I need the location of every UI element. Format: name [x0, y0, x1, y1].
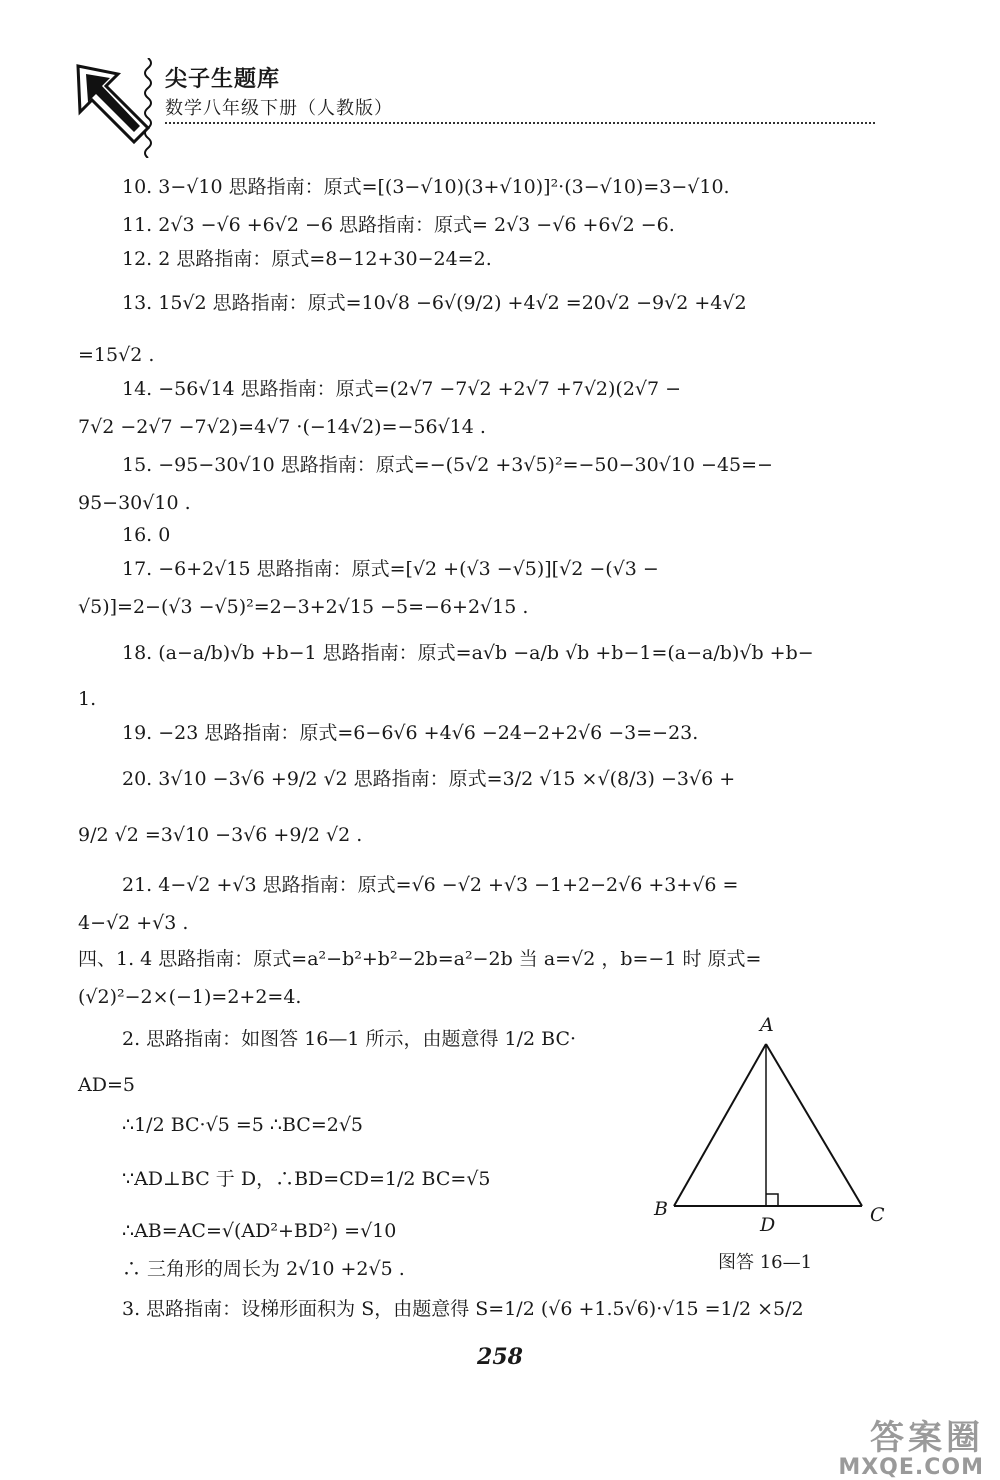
side-ab: [674, 1044, 766, 1206]
header-divider-wave: [140, 58, 156, 158]
answer-line: ∴ 三角形的周长为 2√10 +2√5 .: [122, 1258, 405, 1280]
answer-line: 9/2 √2 =3√10 −3√6 +9/2 √2 .: [78, 824, 363, 846]
answer-line: 18. (a−a/b)√b +b−1 思路指南：原式=a√b −a/b √b +b−1=(a−a/b)√b +b−: [122, 642, 814, 664]
answer-line: 1.: [78, 688, 97, 710]
vertex-label-d: D: [760, 1214, 776, 1236]
vertex-label-a: A: [760, 1014, 774, 1036]
answer-line: ∴1/2 BC·√5 =5 ∴BC=2√5: [122, 1114, 364, 1136]
answer-line: 12. 2 思路指南：原式=8−12+30−24=2.: [122, 248, 492, 270]
answer-line: 17. −6+2√15 思路指南：原式=[√2 +(√3 −√5)][√2 −(√3 −: [122, 558, 659, 580]
answer-line: =15√2 .: [78, 344, 155, 366]
answer-line: 10. 3−√10 思路指南：原式=[(3−√10)(3+√10)]²·(3−√10)=3−√10.: [122, 176, 730, 198]
answer-line: 16. 0: [122, 524, 171, 546]
answer-line: ∴AB=AC=√(AD²+BD²) =√10: [122, 1220, 397, 1242]
answer-line: 19. −23 思路指南：原式=6−6√6 +4√6 −24−2+2√6 −3=−23.: [122, 722, 699, 744]
right-angle-mark: [766, 1194, 778, 1206]
answer-line: 7√2 −2√7 −7√2)=4√7 ·(−14√2)=−56√14 .: [78, 416, 486, 438]
page-number: 258: [477, 1344, 523, 1370]
side-ac: [766, 1044, 862, 1206]
book-title: 尖子生题库: [165, 67, 281, 92]
answer-line: √5)]=2−(√3 −√5)²=2−3+2√15 −5=−6+2√15 .: [78, 596, 529, 618]
answer-line: AD=5: [78, 1074, 135, 1096]
triangle-figure: [640, 1030, 900, 1230]
watermark-main: 答案圈: [870, 1418, 984, 1458]
answer-line: 4−√2 +√3 .: [78, 912, 189, 934]
answer-line: 20. 3√10 −3√6 +9/2 √2 思路指南：原式=3/2 √15 ×√(8/3) −3√6 +: [122, 768, 736, 790]
answer-line: 15. −95−30√10 思路指南：原式=−(5√2 +3√5)²=−50−30√10 −45=−: [122, 454, 773, 476]
figure-caption: 图答 16—1: [718, 1252, 813, 1273]
vertex-label-c: C: [870, 1204, 885, 1226]
answer-line: 3. 思路指南：设梯形面积为 S，由题意得 S=1/2 (√6 +1.5√6)·√15 =1/2 ×5/2: [122, 1298, 804, 1320]
watermark-url: MXQE.COM: [838, 1455, 984, 1480]
answer-line: 2. 思路指南：如图答 16—1 所示，由题意得 1/2 BC·: [122, 1028, 577, 1050]
watermark: [838, 1410, 984, 1480]
answer-line: 21. 4−√2 +√3 思路指南：原式=√6 −√2 +√3 −1+2−2√6 +3+√6 =: [122, 874, 739, 896]
answer-line: 11. 2√3 −√6 +6√2 −6 思路指南：原式= 2√3 −√6 +6√2 −6.: [122, 214, 675, 236]
vertex-label-b: B: [654, 1198, 668, 1220]
header-dotted-rule: [165, 122, 875, 124]
answer-line: 95−30√10 .: [78, 492, 191, 514]
answer-line: ∵AD⊥BC 于 D，∴BD=CD=1/2 BC=√5: [122, 1168, 491, 1190]
section-line: 四、1. 4 思路指南：原式=a²−b²+b²−2b=a²−2b 当 a=√2 ，b=−1 时 原式=: [78, 948, 762, 970]
answer-line: 13. 15√2 思路指南：原式=10√8 −6√(9/2) +4√2 =20√2 −9√2 +4√2: [122, 292, 747, 314]
answer-line: (√2)²−2×(−1)=2+2=4.: [78, 986, 302, 1008]
answer-line: 14. −56√14 思路指南：原式=(2√7 −7√2 +2√7 +7√2)(2√7 −: [122, 378, 682, 400]
book-subtitle: 数学八年级下册（人教版）: [165, 98, 393, 119]
